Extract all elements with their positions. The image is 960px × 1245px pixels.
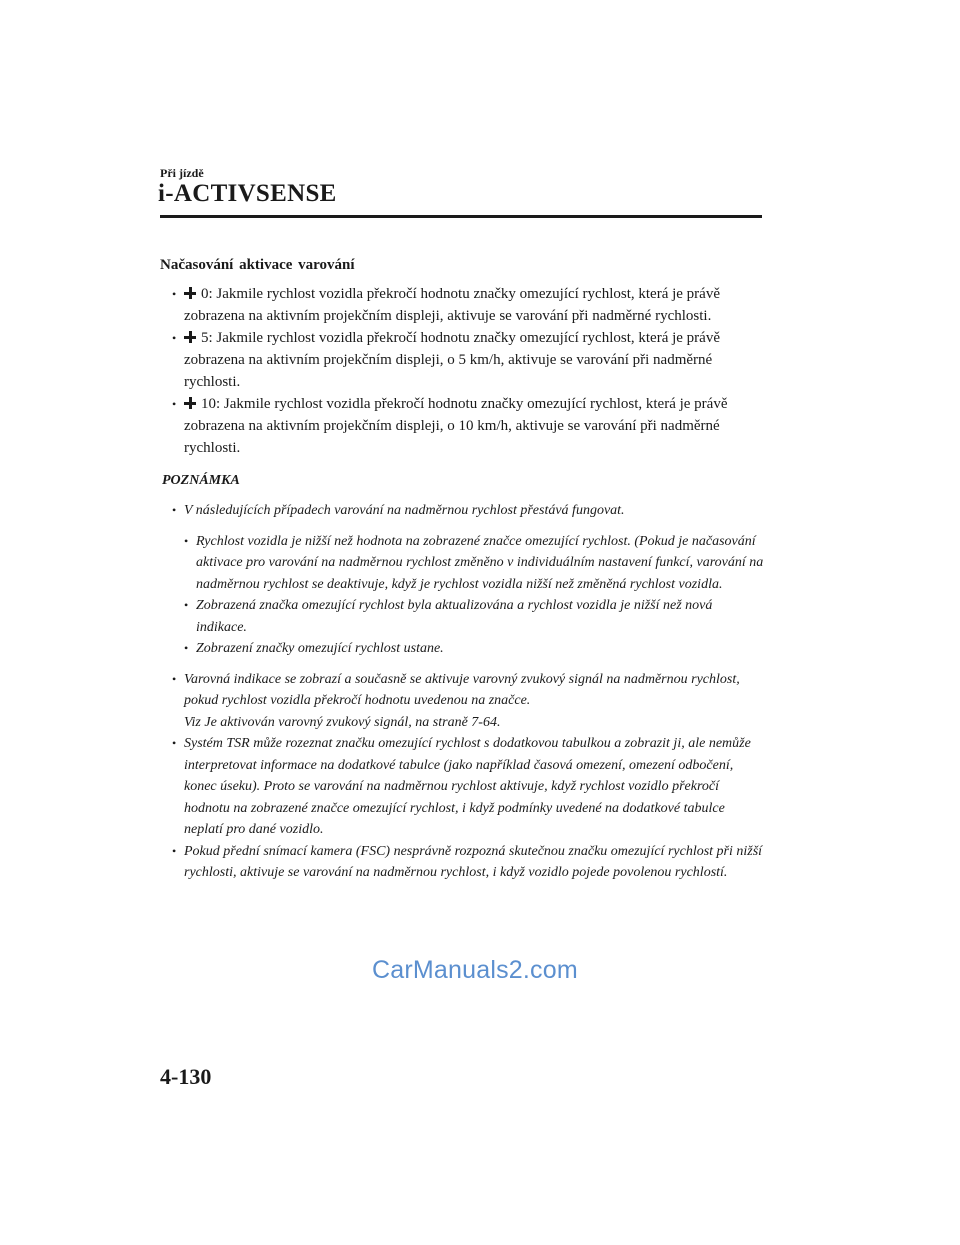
bullet-dot: • bbox=[172, 397, 177, 411]
plus-icon bbox=[184, 397, 196, 409]
content bbox=[160, 255, 765, 884]
timing-list bbox=[160, 283, 765, 459]
timing-heading: Načasování aktivace varování bbox=[160, 257, 355, 273]
note-item bbox=[160, 500, 765, 660]
plus-icon bbox=[184, 287, 196, 299]
timing-item bbox=[160, 283, 765, 327]
timing-item-text: 10: Jakmile rychlost vozidla překročí hodnotu značky omezující rychlost, která je právě zobrazena na aktivním projekčním displeji, o 10 km/h, aktivuje se varování při nadměrné rychlosti. bbox=[184, 396, 728, 456]
note-item bbox=[160, 669, 765, 734]
note-sub-item-text: Rychlost vozidla je nižší než hodnota na zobrazené značce omezující rychlost. (Pokud je načasování aktivace pro varování na nadměrnou rychlost změněno v individuálním nastavení funkcí, varování na nadměrnou rychlost se deaktivuje, když je rychlost vozidla nižší než změněná rychlost vozidla. bbox=[196, 533, 764, 592]
section-title: i-ACTIVSENSE bbox=[158, 180, 337, 207]
note-item bbox=[160, 733, 765, 841]
note-item-text: V následujících případech varování na nadměrnou rychlost přestává fungovat. bbox=[184, 503, 625, 518]
note-sub-item-text: Zobrazení značky omezující rychlost ustane. bbox=[196, 641, 444, 656]
note-sub-item bbox=[160, 595, 765, 638]
timing-item-text: 0: Jakmile rychlost vozidla překročí hodnotu značky omezující rychlost, která je právě zobrazena na aktivním projekčním displeji, aktivuje se varování při nadměrné rychlosti. bbox=[184, 286, 720, 324]
note-sub-item-text: Zobrazená značka omezující rychlost byla aktualizována a rychlost vozidla je nižší než nová indikace. bbox=[196, 598, 713, 635]
timing-item bbox=[160, 327, 765, 393]
page-number: 4-130 bbox=[160, 1064, 212, 1089]
bullet-dot: • bbox=[172, 331, 177, 345]
bullet-dot: • bbox=[184, 598, 189, 612]
timing-item bbox=[160, 393, 765, 459]
note-sub-item bbox=[160, 638, 765, 660]
watermark: CarManuals2.com bbox=[372, 956, 578, 984]
timing-item-text: 5: Jakmile rychlost vozidla překročí hodnotu značky omezující rychlost, která je právě zobrazena na aktivním projekčním displeji, o 5 km/h, aktivuje se varování při nadměrné rychlosti. bbox=[184, 330, 720, 390]
note-item-text: Systém TSR může rozeznat značku omezující rychlost s dodatkovou tabulkou a zobrazit ji, ale nemůže interpretovat informace na dodatkové tabulce (jako například časová omezení, omezení odbočení, konec úseku). Proto se varování na nadměrnou rychlost aktivuje, když rychlost vozidlo překročí hodnotu na zobrazené značce omezující rychlost, i když podmínky uvedené na dodatkové tabulce neplatí pro dané vozidlo. bbox=[184, 736, 751, 837]
note-item bbox=[160, 841, 765, 884]
bullet-dot: • bbox=[172, 736, 177, 750]
bullet-dot: • bbox=[172, 671, 177, 686]
note-item-text: Varovná indikace se zobrazí a současně se aktivuje varovný zvukový signál na nadměrnou rychlost, pokud rychlost vozidla překročí hodnotu uvedenou na značce. bbox=[184, 671, 740, 708]
note-heading: POZNÁMKA bbox=[162, 473, 240, 488]
bullet-dot: • bbox=[172, 287, 177, 301]
note-item-text: Pokud přední snímací kamera (FSC) nesprávně rozpozná skutečnou značku omezující rychlost při nižší rychlosti, aktivuje se varování na nadměrnou rychlost, i když vozidlo pojede povolenou rychlostí. bbox=[184, 843, 763, 880]
chapter-label: Při jízdě bbox=[160, 166, 204, 180]
note-sub-item bbox=[160, 531, 765, 596]
bullet-dot: • bbox=[172, 843, 177, 858]
page-reference: Viz Je aktivován varovný zvukový signál, na straně 7-64. bbox=[184, 714, 501, 730]
header-rule bbox=[160, 215, 762, 218]
bullet-dot: • bbox=[184, 533, 189, 548]
note-list bbox=[160, 500, 765, 884]
note-sub-list bbox=[184, 531, 765, 660]
plus-icon bbox=[184, 331, 196, 343]
bullet-dot: • bbox=[184, 641, 189, 655]
bullet-dot: • bbox=[172, 503, 177, 517]
